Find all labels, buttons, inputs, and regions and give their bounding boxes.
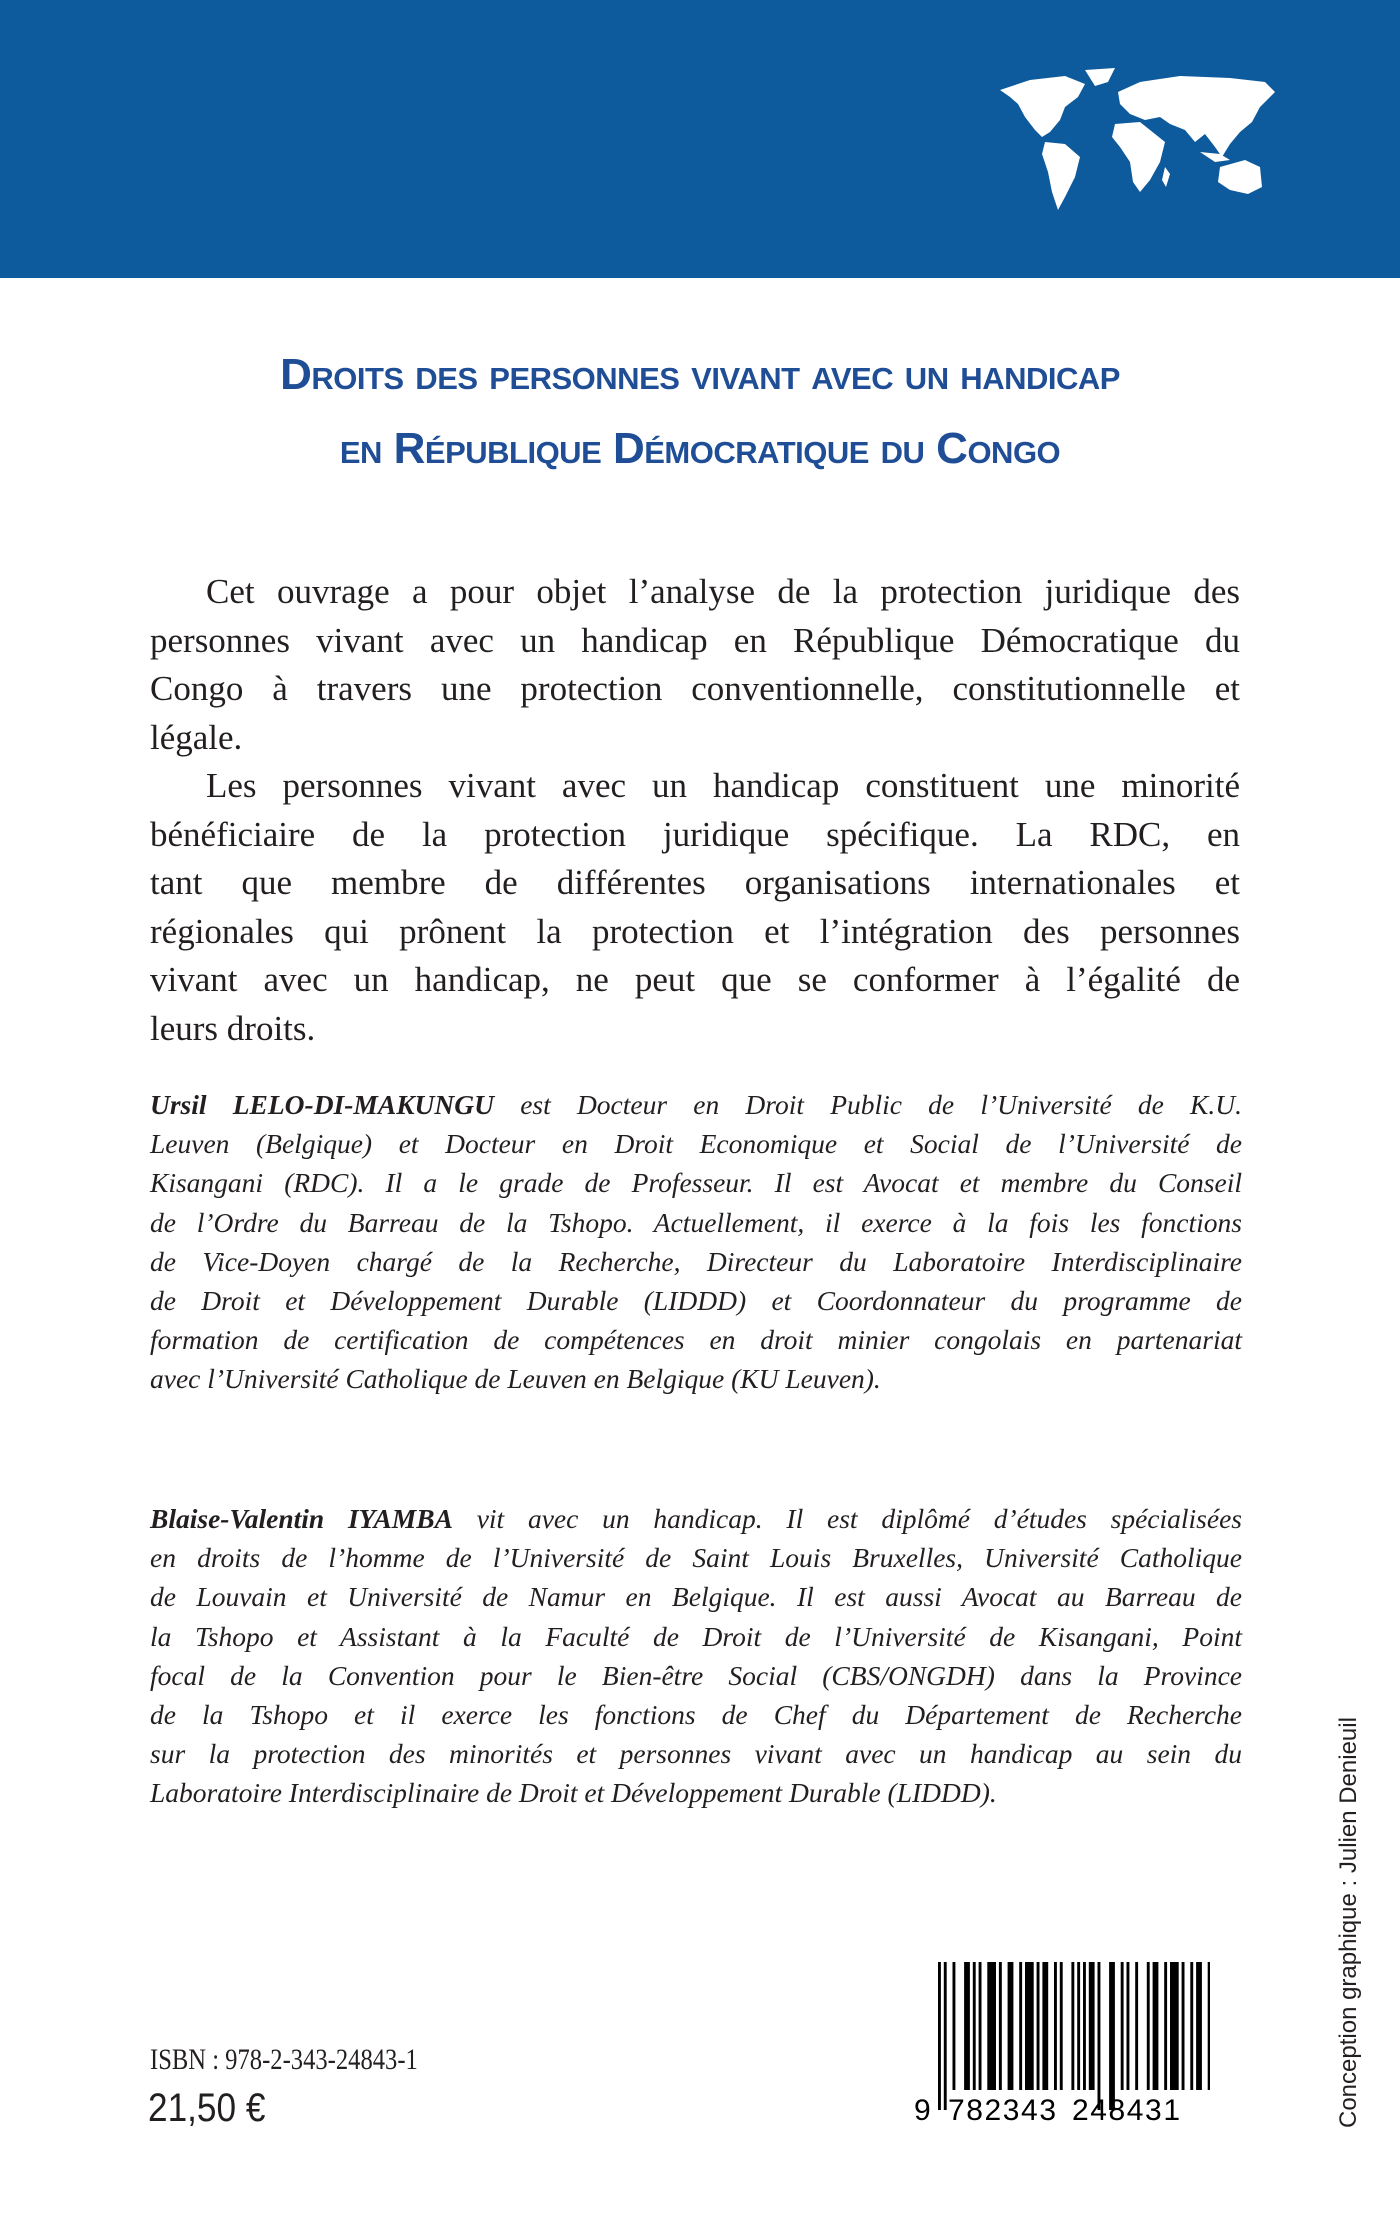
- barcode-bar: [1170, 1962, 1179, 2090]
- cover-band: [0, 0, 1400, 278]
- text-line: Les personnes vivant avec un handicap constituent une minorité: [206, 766, 1240, 805]
- barcode-bar: [1153, 1962, 1159, 2090]
- text-line: sur la protection des minorités et personnes vivant avec un handicap au sein du: [150, 1738, 1242, 1770]
- world-map-icon: [990, 62, 1290, 212]
- text-line: bénéficiaire de la protection juridique spécifique. La RDC, en: [150, 814, 1240, 854]
- barcode-bar: [953, 1962, 956, 2090]
- barcode-bar: [964, 1962, 970, 2090]
- text-line: Congo à travers une protection conventionnelle, constitutionnelle et: [150, 669, 1240, 708]
- author-name: Ursil LELO-DI-MAKUNGU: [150, 1089, 494, 1120]
- text-line: Cet ouvrage a pour objet l’analyse de la protection juridique des: [206, 572, 1240, 611]
- barcode-bar: [987, 1962, 996, 2090]
- design-credit: Conception graphique : Julien Denieuil: [1335, 1717, 1362, 2128]
- summary-paragraph-1: [150, 568, 1240, 762]
- barcode-bar: [1071, 1962, 1074, 2090]
- barcode-bar: [1089, 1962, 1095, 2090]
- text-line: vit avec un handicap. Il est diplômé d’études spécialisées: [452, 1503, 1242, 1534]
- barcode-bar: [1182, 1962, 1185, 2090]
- text-line: Laboratoire Interdisciplinaire de Droit et Développement Durable (LIDDD).: [150, 1777, 997, 1809]
- text-line: de l’Ordre du Barreau de la Tshopo. Actuellement, il exerce à la fois les fonctions: [150, 1206, 1242, 1238]
- barcode-bar: [1019, 1962, 1022, 2090]
- barcode-bar: [1025, 1962, 1034, 2090]
- isbn: ISBN : 978-2-343-24843-1: [150, 2043, 418, 2076]
- barcode-bar: [944, 1962, 947, 2110]
- text-line: en droits de l’homme de l’Université de Saint Louis Bruxelles, Université Catholique: [150, 1542, 1242, 1574]
- barcode-bar: [1083, 1962, 1086, 2090]
- author-name: Blaise-Valentin IYAMBA: [150, 1503, 453, 1534]
- text-line: vivant avec un handicap, ne peut que se conformer à l’égalité de: [150, 960, 1240, 999]
- barcode-bar: [1147, 1962, 1150, 2090]
- barcode-bar: [1135, 1962, 1138, 2090]
- text-line: de Vice-Doyen chargé de la Recherche, Directeur du Laboratoire Interdisciplinaire: [150, 1245, 1242, 1277]
- text-line: Kisangani (RDC). Il a le grade de Professeur. Il est Avocat et membre du Conseil: [150, 1167, 1242, 1199]
- barcode-bar: [1098, 1962, 1101, 2110]
- barcode-bar: [1127, 1962, 1130, 2090]
- book-title-line-2: en République Démocratique du Congo: [339, 424, 1061, 473]
- summary-paragraph-2: [150, 762, 1240, 1053]
- barcode-bar: [1121, 1962, 1124, 2090]
- barcode-bar: [1077, 1962, 1080, 2090]
- text-line: Leuven (Belgique) et Docteur en Droit Economique et Social de l’Université de: [150, 1128, 1242, 1160]
- text-line: est Docteur en Droit Public de l’Université de K.U.: [494, 1089, 1243, 1120]
- text-line: de Louvain et Université de Namur en Belgique. Il est aussi Avocat au Barreau de: [150, 1581, 1242, 1613]
- barcode-bar: [1109, 1962, 1115, 2110]
- barcode-bar: [979, 1962, 982, 2090]
- barcode-bar: [1037, 1962, 1040, 2090]
- barcode-bar: [1008, 1962, 1014, 2090]
- text-line: personnes vivant avec un handicap en République Démocratique du: [150, 620, 1240, 660]
- barcode-bar: [1042, 1962, 1048, 2090]
- text-line: légale.: [150, 717, 243, 757]
- author-bio-1: [150, 1085, 1242, 1399]
- barcode-digits-left: 782343: [948, 2094, 1056, 2127]
- barcode-bar: [1054, 1962, 1057, 2090]
- text-line: la Tshopo et Assistant à la Faculté de Droit de l’Université de Kisangani, Point: [150, 1620, 1242, 1652]
- text-line: focal de la Convention pour le Bien-être Social (CBS/ONGDH) dans la Province: [150, 1659, 1242, 1691]
- price: 21,50 €: [148, 2086, 266, 2130]
- text-line: leurs droits.: [150, 1008, 316, 1048]
- barcode-bar: [1190, 1962, 1193, 2090]
- barcode-bar: [1208, 1962, 1210, 2090]
- text-line: avec l’Université Catholique de Leuven en Belgique (KU Leuven).: [150, 1363, 881, 1395]
- barcode-bar: [1164, 1962, 1167, 2090]
- barcode-digit-first: 9: [914, 2094, 931, 2127]
- barcode-bar: [1196, 1962, 1202, 2090]
- text-line: de la Tshopo et il exerce les fonctions de Chef du Département de Recherche: [150, 1699, 1242, 1731]
- text-line: formation de certification de compétences en droit minier congolais en partenariat: [150, 1324, 1242, 1356]
- author-bio-2: [150, 1499, 1242, 1813]
- text-line: tant que membre de différentes organisations internationales et: [150, 863, 1240, 902]
- barcode-digits-right: 248431: [1072, 2094, 1180, 2127]
- barcode-bar: [938, 1962, 941, 2110]
- barcode-bar: [973, 1962, 976, 2090]
- barcode-bar: [1060, 1962, 1063, 2090]
- text-line: régionales qui prônent la protection et l’intégration des personnes: [150, 911, 1240, 951]
- barcode-bar: [999, 1962, 1002, 2090]
- barcode: [910, 1960, 1210, 2130]
- summary-text: [150, 568, 1240, 1053]
- text-line: de Droit et Développement Durable (LIDDD) et Coordonnateur du programme de: [150, 1285, 1242, 1317]
- book-title-line-1: Droits des personnes vivant avec un handicap: [280, 350, 1120, 399]
